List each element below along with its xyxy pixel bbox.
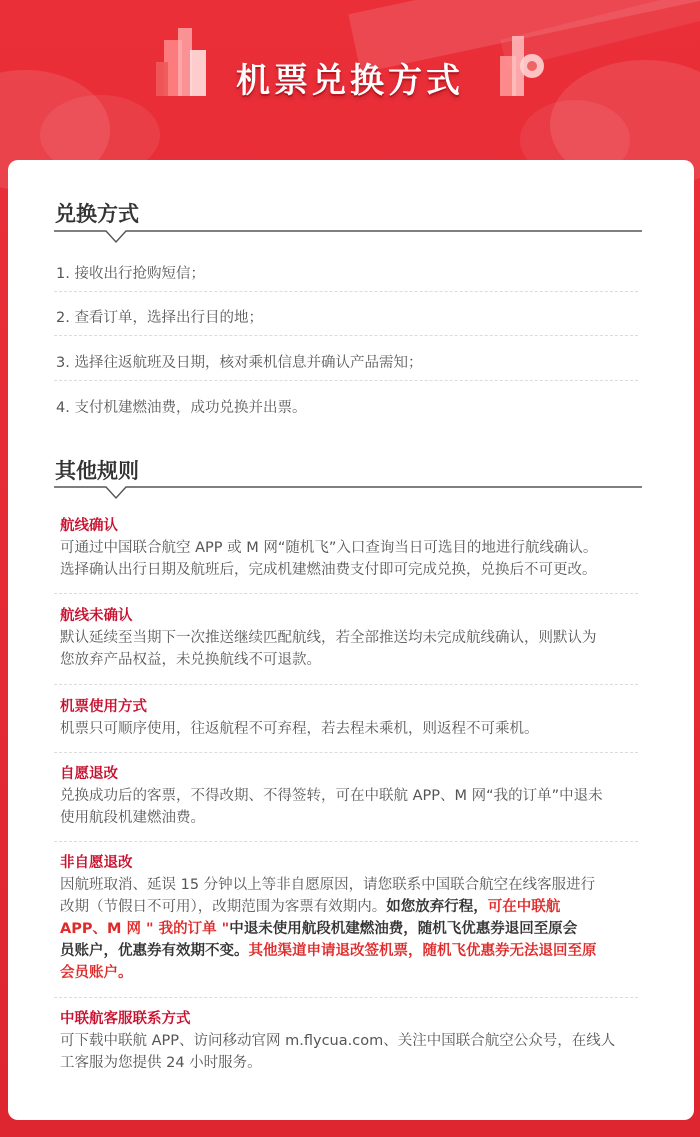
divider <box>54 291 638 292</box>
rule-line: 兑换成功后的客票，不得改期、不得签转，可在中联航 APP、M 网“我的订单”中退未 <box>60 788 603 804</box>
rule-line: 您放弃产品权益，未兑换航线不可退款。 <box>60 652 321 668</box>
rule-line: 使用航段机建燃油费。 <box>60 810 205 826</box>
exchange-step: 2. 查看订单，选择出行目的地； <box>56 310 263 326</box>
rule-text-highlight: APP、M 网 " 我的订单 " <box>60 921 230 937</box>
rule-title: 航线确认 <box>60 518 118 534</box>
rule-title: 航线未确认 <box>60 608 133 624</box>
rule-line: 工客服为您提供 24 小时服务。 <box>60 1055 262 1071</box>
rule-line: 机票只可顺序使用，往返航程不可弃程，若去程未乘机，则返程不可乘机。 <box>60 721 539 737</box>
rule-line: 默认延续至当期下一次推送继续匹配航线，若全部推送均未完成航线确认，则默认为 <box>60 630 597 646</box>
divider <box>54 380 638 381</box>
rule-text-highlight: 其他渠道申请退改签机票，随机飞优惠券无法退回至原 <box>248 943 597 959</box>
rule-line: 可通过中国联合航空 APP 或 M 网“随机飞”入口查询当日可选目的地进行航线确认。 <box>60 540 598 556</box>
rule-title: 自愿退改 <box>60 766 118 782</box>
page-title: 机票兑换方式 <box>236 60 464 101</box>
rule-line: 可下载中联航 APP、访问移动官网 m.flycua.com、关注中国联合航空公众号，在线人 <box>60 1033 616 1049</box>
exchange-heading: 兑换方式 <box>55 202 139 226</box>
rule-line <box>60 940 640 962</box>
rule-customer-service <box>60 1008 640 1074</box>
rule-title: 非自愿退改 <box>60 855 133 871</box>
rule-line <box>60 962 640 984</box>
rule-text-emphasis: 如您放弃行程， <box>386 899 488 915</box>
rule-route-unconfirmed <box>60 605 640 671</box>
rule-line <box>60 918 640 940</box>
header-title-wrap <box>0 32 700 122</box>
exchange-step: 1. 接收出行抢购短信； <box>56 266 205 282</box>
rule-text-emphasis: 员账户，优惠券有效期不变。 <box>60 943 249 959</box>
divider <box>54 752 638 753</box>
rule-line <box>60 896 640 918</box>
heading-underline <box>52 228 644 246</box>
exchange-step: 3. 选择往返航班及日期，核对乘机信息并确认产品需知； <box>56 355 423 371</box>
rule-involuntary-refund <box>60 852 640 984</box>
heading-underline <box>52 484 644 502</box>
rule-text-highlight: 会员账户。 <box>60 965 133 981</box>
divider <box>54 997 638 998</box>
rule-text-emphasis: 中退未使用航段机建燃油费，随机飞优惠券退回至原会 <box>229 921 578 937</box>
rule-text-highlight: 可在中联航 <box>487 899 561 915</box>
rule-voluntary-refund <box>60 763 640 829</box>
divider <box>54 335 638 336</box>
rule-ticket-usage <box>60 696 640 740</box>
rule-route-confirm <box>60 515 640 581</box>
exchange-step: 4. 支付机建燃油费，成功兑换并出票。 <box>56 400 307 416</box>
rules-heading: 其他规则 <box>55 459 139 483</box>
rule-title: 中联航客服联系方式 <box>60 1011 191 1027</box>
divider <box>54 841 638 842</box>
rule-line: 选择确认出行日期及航班后，完成机建燃油费支付即可完成兑换，兑换后不可更改。 <box>60 562 597 578</box>
rule-title: 机票使用方式 <box>60 699 147 715</box>
divider <box>54 593 638 594</box>
rule-line: 因航班取消、延误 15 分钟以上等非自愿原因，请您联系中国联合航空在线客服进行 <box>60 877 596 893</box>
divider <box>54 684 638 685</box>
rule-text: 改期（节假日不可用），改期范围为客票有效期内。 <box>60 899 387 915</box>
